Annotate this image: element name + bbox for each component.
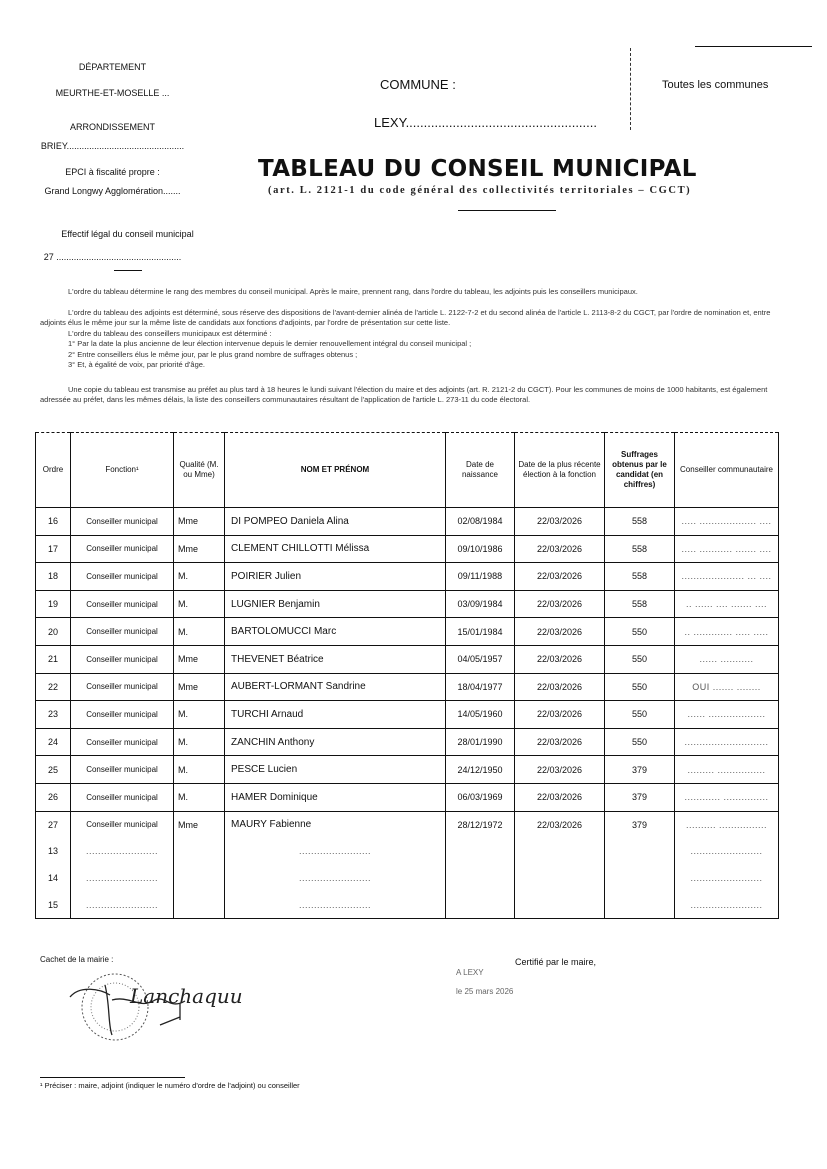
commune-label: COMMUNE : xyxy=(380,77,456,92)
divider xyxy=(458,210,556,211)
cell-ordre: 21 xyxy=(36,645,71,673)
cell-communautaire: ......... ................ xyxy=(675,756,779,784)
cell-suffrages: 550 xyxy=(605,728,675,756)
cell-qualite xyxy=(174,838,225,865)
footnote-divider xyxy=(40,1077,185,1078)
cell-election: 22/03/2026 xyxy=(515,701,605,729)
cell-election: 22/03/2026 xyxy=(515,535,605,563)
cell-election: 22/03/2026 xyxy=(515,618,605,646)
cell-ordre: 24 xyxy=(36,728,71,756)
table-row xyxy=(36,508,779,536)
cell-ordre: 18 xyxy=(36,563,71,591)
cell-election: 22/03/2026 xyxy=(515,590,605,618)
cell-naissance: 28/12/1972 xyxy=(446,811,515,838)
page-title: TABLEAU DU CONSEIL MUNICIPAL xyxy=(258,156,697,182)
cell-qualite: M. xyxy=(174,563,225,591)
cell-ordre: 19 xyxy=(36,590,71,618)
cell-communautaire: ............ ............... xyxy=(675,783,779,811)
cell-ordre: 27 xyxy=(36,811,71,838)
cell-nom: ........................ xyxy=(225,865,446,892)
column-header-ordre: Ordre xyxy=(36,433,71,508)
cell-naissance: 06/03/1969 xyxy=(446,783,515,811)
paragraph: 2° Entre conseillers élus le même jour, par le plus grand nombre de suffrages obtenus ; xyxy=(68,349,358,359)
cell-qualite: Mme xyxy=(174,645,225,673)
column-header-qualite: Qualité (M. ou Mme) xyxy=(174,433,225,508)
paragraph: 3° Et, à égalité de voix, par priorité d'âge. xyxy=(68,360,206,369)
cell-fonction: ........................ xyxy=(71,865,174,892)
cell-communautaire: ...... ................... xyxy=(675,701,779,729)
table-row xyxy=(36,645,779,673)
cell-qualite: M. xyxy=(174,701,225,729)
table-row xyxy=(36,590,779,618)
cell-election xyxy=(515,838,605,865)
cell-ordre: 25 xyxy=(36,756,71,784)
cell-suffrages: 379 xyxy=(605,783,675,811)
cell-naissance xyxy=(446,865,515,892)
cell-suffrages: 558 xyxy=(605,590,675,618)
cell-election: 22/03/2026 xyxy=(515,811,605,838)
cell-fonction: Conseiller municipal xyxy=(71,811,174,838)
cell-fonction: Conseiller municipal xyxy=(71,563,174,591)
effectif-value: 27 .................................................. xyxy=(43,252,182,262)
cell-suffrages: 550 xyxy=(605,673,675,701)
cell-ordre: 20 xyxy=(36,618,71,646)
cell-nom: ........................ xyxy=(225,891,446,918)
column-header-suffrages: Suffrages obtenus par le candidat (en chiffres) xyxy=(605,433,675,508)
cell-nom: MAURY Fabienne xyxy=(225,811,446,838)
divider xyxy=(695,46,812,47)
cell-fonction: Conseiller municipal xyxy=(71,535,174,563)
cell-ordre: 15 xyxy=(36,891,71,918)
cell-fonction: Conseiller municipal xyxy=(71,590,174,618)
cell-communautaire: ........................ xyxy=(675,891,779,918)
empty-table-row xyxy=(36,865,779,892)
column-header-election: Date de la plus récente élection à la fonction xyxy=(515,433,605,508)
arrondissement-label: ARRONDISSEMENT xyxy=(69,122,155,132)
cell-ordre: 26 xyxy=(36,783,71,811)
cell-naissance: 24/12/1950 xyxy=(446,756,515,784)
divider xyxy=(114,270,142,271)
cell-fonction: Conseiller municipal xyxy=(71,673,174,701)
commune-value: LEXY..................................................... xyxy=(374,115,597,130)
cell-communautaire: ........................ xyxy=(675,838,779,865)
cell-nom: ZANCHIN Anthony xyxy=(225,728,446,756)
paragraph: Une copie du tableau est transmise au préfet au plus tard à 18 heures le lundi suivant l'élection du maire et des adjoints (art. R. 2121-2 du CGCT). Pour les communes de moins de 1000 habitants, est également adressée au préfet, dans les mêmes délais, la liste des conseillers communautaires résultant de l'application de l'article L. 273-11 du code électoral. xyxy=(40,384,768,404)
paragraph: 1° Par la date la plus ancienne de leur élection intervenue depuis le dernier renouvellement intégral du conseil municipal ; xyxy=(68,339,472,348)
cell-suffrages: 550 xyxy=(605,645,675,673)
cell-election: 22/03/2026 xyxy=(515,645,605,673)
table-row xyxy=(36,563,779,591)
cell-qualite: Mme xyxy=(174,535,225,563)
cell-election: 22/03/2026 xyxy=(515,756,605,784)
footnote: ¹ Préciser : maire, adjoint (indiquer le numéro d'ordre de l'adjoint) ou conseiller xyxy=(40,1081,300,1090)
effectif-label: Effectif légal du conseil municipal xyxy=(61,229,194,239)
cell-naissance: 18/04/1977 xyxy=(446,673,515,701)
cell-ordre: 16 xyxy=(36,508,71,536)
column-header-naissance: Date de naissance xyxy=(446,433,515,508)
cell-nom: AUBERT-LORMANT Sandrine xyxy=(225,673,446,701)
cell-suffrages: 379 xyxy=(605,756,675,784)
cell-nom: DI POMPEO Daniela Alina xyxy=(225,508,446,536)
cell-suffrages: 558 xyxy=(605,563,675,591)
table-row xyxy=(36,728,779,756)
cell-suffrages xyxy=(605,891,675,918)
cell-nom: POIRIER Julien xyxy=(225,563,446,591)
cell-communautaire: ........................ xyxy=(675,865,779,892)
cell-qualite: M. xyxy=(174,618,225,646)
cell-suffrages xyxy=(605,838,675,865)
cell-naissance: 14/05/1960 xyxy=(446,701,515,729)
paragraph: L'ordre du tableau détermine le rang des membres du conseil municipal. Après le maire, prennent rang, dans l'ordre du tableau, les adjoints puis les conseillers municipaux. xyxy=(68,287,638,296)
svg-text:Lanchaquu: Lanchaquu xyxy=(130,984,243,1008)
cell-naissance xyxy=(446,891,515,918)
paragraph: L'ordre du tableau des adjoints est déterminé, sous réserve des dispositions de l'avant-dernier alinéa de l'article L. 2122-7-2 et du second alinéa de l'article L. 2113-8-2 du CGCT, par l'ordre de nomination et, entre adjoints élus le même jour sur la même liste de candidats aux fonctions d'adjoints, par l'ordre de présentation sur cette liste. xyxy=(40,307,771,327)
cell-election: 22/03/2026 xyxy=(515,783,605,811)
date: le 25 mars 2026 xyxy=(456,987,514,996)
table-row xyxy=(36,535,779,563)
cell-qualite: M. xyxy=(174,728,225,756)
table-row xyxy=(36,673,779,701)
intro-text xyxy=(40,287,780,406)
cell-communautaire: ...... ........... xyxy=(675,645,779,673)
cell-election: 22/03/2026 xyxy=(515,508,605,536)
cell-fonction: Conseiller municipal xyxy=(71,645,174,673)
cell-communautaire: OUI ....... ........ xyxy=(675,673,779,701)
cell-naissance: 09/10/1986 xyxy=(446,535,515,563)
seal-and-signature xyxy=(60,965,243,1050)
cell-nom: CLEMENT CHILLOTTI Mélissa xyxy=(225,535,446,563)
table-row xyxy=(36,783,779,811)
cell-suffrages: 379 xyxy=(605,811,675,838)
cell-qualite xyxy=(174,865,225,892)
cell-nom: TURCHI Arnaud xyxy=(225,701,446,729)
departement-label: DÉPARTEMENT xyxy=(78,62,147,72)
cell-fonction: Conseiller municipal xyxy=(71,756,174,784)
cell-qualite: Mme xyxy=(174,508,225,536)
cell-naissance: 03/09/1984 xyxy=(446,590,515,618)
cell-nom: ........................ xyxy=(225,838,446,865)
cell-suffrages: 558 xyxy=(605,535,675,563)
epci-value: Grand Longwy Agglomération....... xyxy=(44,186,181,196)
certified-label: Certifié par le maire, xyxy=(515,957,597,967)
table-row xyxy=(36,701,779,729)
place: A LEXY xyxy=(456,968,484,977)
cell-suffrages: 550 xyxy=(605,701,675,729)
cell-qualite xyxy=(174,891,225,918)
cell-fonction: Conseiller municipal xyxy=(71,701,174,729)
table-row xyxy=(36,811,779,838)
cell-qualite: M. xyxy=(174,590,225,618)
paragraph: L'ordre du tableau des conseillers municipaux est déterminé : xyxy=(68,328,272,338)
cell-qualite: M. xyxy=(174,783,225,811)
cell-naissance xyxy=(446,838,515,865)
council-table xyxy=(35,432,779,919)
scope-label: Toutes les communes xyxy=(662,79,769,91)
cell-suffrages: 558 xyxy=(605,508,675,536)
empty-table-row xyxy=(36,838,779,865)
cell-communautaire: ..... ................... .... xyxy=(675,508,779,536)
cell-fonction: Conseiller municipal xyxy=(71,783,174,811)
cell-naissance: 04/05/1957 xyxy=(446,645,515,673)
cell-ordre: 13 xyxy=(36,838,71,865)
cell-fonction: ........................ xyxy=(71,891,174,918)
epci-label: EPCI à fiscalité propre : xyxy=(65,167,160,177)
cell-fonction: ........................ xyxy=(71,838,174,865)
column-header-communautaire: Conseiller communautaire xyxy=(675,433,779,508)
cell-ordre: 23 xyxy=(36,701,71,729)
arrondissement-value: BRIEY............................................... xyxy=(40,141,185,151)
column-header-fonction: Fonction¹ xyxy=(71,433,174,508)
cell-fonction: Conseiller municipal xyxy=(71,618,174,646)
cell-election: 22/03/2026 xyxy=(515,728,605,756)
cell-nom: THEVENET Béatrice xyxy=(225,645,446,673)
empty-table-row xyxy=(36,891,779,918)
cell-qualite: Mme xyxy=(174,811,225,838)
cell-communautaire: .. ...... .... ....... .... xyxy=(675,590,779,618)
table-row xyxy=(36,756,779,784)
cell-naissance: 15/01/1984 xyxy=(446,618,515,646)
cell-ordre: 14 xyxy=(36,865,71,892)
page-subtitle: (art. L. 2121-1 du code général des collectivités territoriales – CGCT) xyxy=(268,185,692,196)
departement-value: MEURTHE-ET-MOSELLE ... xyxy=(55,88,170,98)
cell-suffrages: 550 xyxy=(605,618,675,646)
column-header-nom: NOM ET PRÉNOM xyxy=(225,433,446,508)
cell-election: 22/03/2026 xyxy=(515,673,605,701)
cell-nom: LUGNIER Benjamin xyxy=(225,590,446,618)
cell-election: 22/03/2026 xyxy=(515,563,605,591)
cell-communautaire: ............................ xyxy=(675,728,779,756)
cell-nom: BARTOLOMUCCI Marc xyxy=(225,618,446,646)
cell-communautaire: .. ............. ..... ..... xyxy=(675,618,779,646)
seal-label: Cachet de la mairie : xyxy=(40,955,114,964)
divider xyxy=(630,48,631,130)
cell-communautaire: ..................... ... .... xyxy=(675,563,779,591)
table-row xyxy=(36,618,779,646)
cell-suffrages xyxy=(605,865,675,892)
cell-naissance: 09/11/1988 xyxy=(446,563,515,591)
cell-nom: PESCE Lucien xyxy=(225,756,446,784)
cell-naissance: 02/08/1984 xyxy=(446,508,515,536)
cell-naissance: 28/01/1990 xyxy=(446,728,515,756)
cell-nom: HAMER Dominique xyxy=(225,783,446,811)
cell-fonction: Conseiller municipal xyxy=(71,508,174,536)
cell-qualite: Mme xyxy=(174,673,225,701)
cell-ordre: 17 xyxy=(36,535,71,563)
cell-fonction: Conseiller municipal xyxy=(71,728,174,756)
cell-election xyxy=(515,891,605,918)
cell-communautaire: .......... ................ xyxy=(675,811,779,838)
cell-election xyxy=(515,865,605,892)
cell-communautaire: ..... ........... ....... .... xyxy=(675,535,779,563)
cell-qualite: M. xyxy=(174,756,225,784)
cell-ordre: 22 xyxy=(36,673,71,701)
